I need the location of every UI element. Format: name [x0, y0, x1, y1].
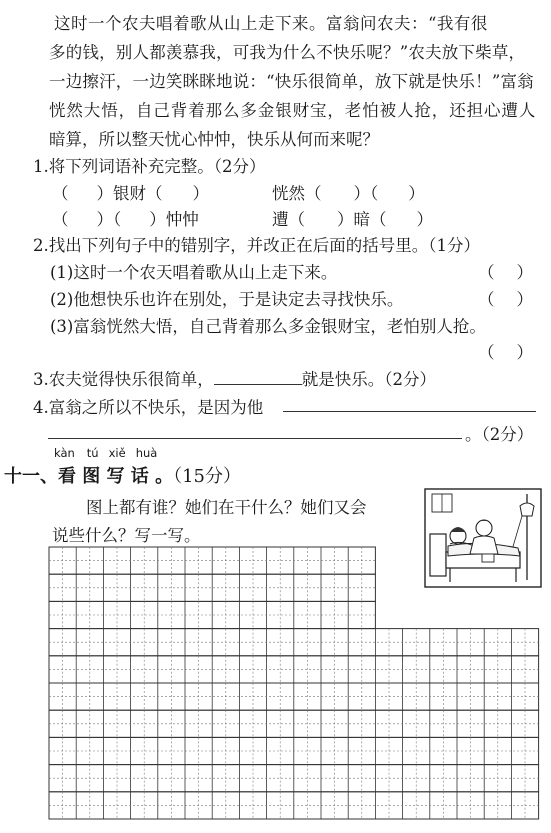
passage-line-3: 一边擦汗，一边笑眯眯地说：“快乐很简单，放下就是快乐！”富翁	[49, 72, 534, 91]
question-2-stem: 2.找出下列句子中的错别字，并改正在后面的括号里。（1分）	[33, 236, 480, 255]
q2-sentence-1: (1)这时一个农天唱着歌从山上走下来。	[50, 263, 338, 282]
q1-item-4: 遭（ ）暗（ ）	[272, 210, 433, 229]
q4-end: 。（2分）	[465, 425, 534, 444]
q2-answer-paren-3[interactable]: （ ）	[478, 343, 533, 362]
q1-item-2: 恍然（ ）（ ）	[272, 184, 425, 203]
question-3: 3.农夫觉得快乐很简单， 就是快乐。（2分）	[33, 370, 436, 389]
passage-line-5: 暗算，所以整天忧心忡忡，快乐从何而来呢？	[49, 130, 379, 149]
question-1-stem: 1.将下列词语补充完整。（2分）	[33, 157, 266, 176]
q2-sentence-3: (3)富翁恍然大悟，自己背着那么多金银财宝，老怕别人抢。	[50, 317, 486, 336]
passage-line-4: 恍然大悟，自己背着那么多金银财宝，老怕被人抢，还担心遭人	[49, 101, 537, 120]
q2-answer-paren-2[interactable]: （ ）	[478, 290, 533, 309]
passage-line-2: 多的钱，别人都羡慕我，可我为什么不快乐呢？”农夫放下柴草，	[49, 43, 526, 62]
passage-line-1: 这时一个农夫唱着歌从山上走下来。富翁问农夫：“我有很	[54, 14, 488, 33]
section-prompt-line-2: 说些什么？写一写。	[52, 526, 201, 545]
section-title: 十一、看 图 写 话 。（15分）	[4, 466, 241, 487]
section-pinyin: kàn tú xiě huà	[54, 446, 158, 460]
q2-answer-paren-1[interactable]: （ ）	[478, 263, 533, 282]
q2-sentence-2: (2)他想快乐也许在别处，于是诀定去寻找快乐。	[50, 290, 404, 309]
section-prompt-line-1: 图上都有谁？她们在干什么？她们又会	[86, 498, 367, 517]
question-4: 4.富翁之所以不快乐，是因为他	[33, 398, 264, 417]
q1-item-3: （ ）（ ）忡忡	[52, 210, 199, 229]
q1-item-1: （ ）银财（ ）	[52, 184, 209, 203]
